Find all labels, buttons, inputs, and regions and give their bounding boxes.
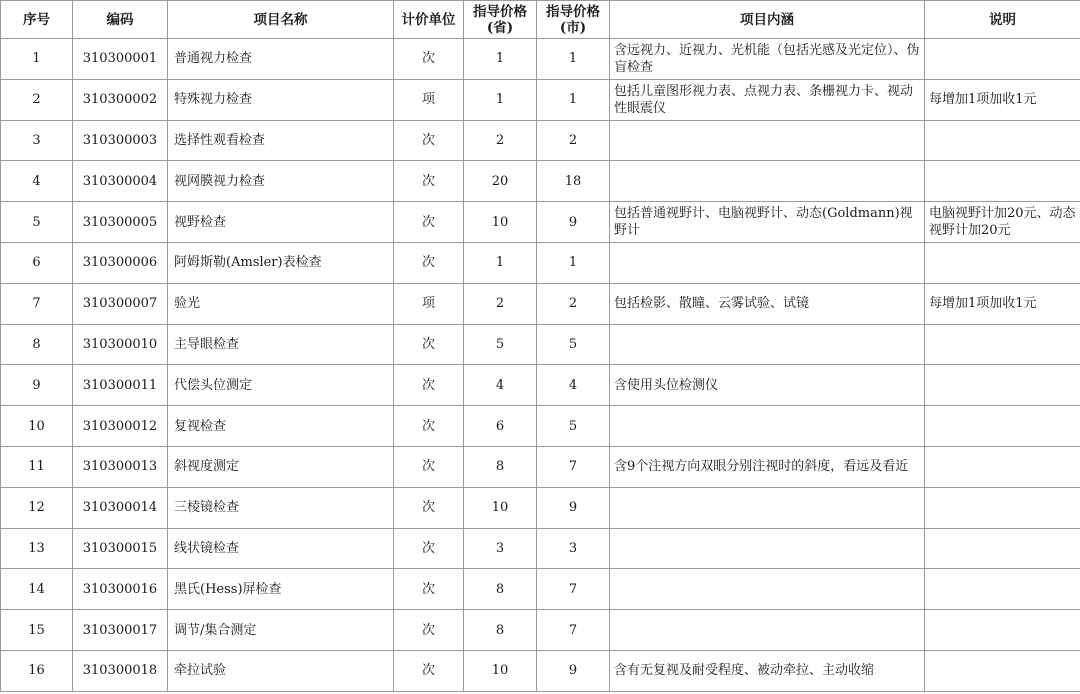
table-row (1, 324, 1080, 365)
cell-code: 310300002 (73, 79, 168, 120)
cell-name: 复视检查 (168, 406, 394, 447)
cell-name: 牵拉试验 (168, 650, 394, 691)
header-name: 项目名称 (168, 1, 394, 39)
table-row (1, 650, 1080, 691)
cell-note (925, 610, 1080, 651)
cell-note (925, 161, 1080, 202)
cell-code: 310300013 (73, 446, 168, 487)
cell-name: 普通视力检查 (168, 39, 394, 80)
cell-unit: 项 (394, 283, 464, 324)
cell-name: 线状镜检查 (168, 528, 394, 569)
cell-note: 每增加1项加收1元 (925, 79, 1080, 120)
cell-unit: 次 (394, 202, 464, 243)
cell-seq: 7 (1, 283, 73, 324)
cell-price-prov: 10 (464, 487, 537, 528)
cell-price-prov: 5 (464, 324, 537, 365)
cell-seq: 5 (1, 202, 73, 243)
cell-name: 调节/集合测定 (168, 610, 394, 651)
cell-price-city: 1 (537, 39, 610, 80)
cell-price-city: 2 (537, 120, 610, 161)
cell-price-city: 2 (537, 283, 610, 324)
cell-unit: 次 (394, 610, 464, 651)
cell-content: 包括检影、散瞳、云雾试验、试镜 (610, 283, 925, 324)
cell-note (925, 446, 1080, 487)
cell-price-prov: 20 (464, 161, 537, 202)
cell-note: 每增加1项加收1元 (925, 283, 1080, 324)
header-price-prov-line1: 指导价格 (473, 3, 527, 20)
cell-unit: 次 (394, 365, 464, 406)
table-row (1, 446, 1080, 487)
cell-unit: 次 (394, 446, 464, 487)
cell-note (925, 120, 1080, 161)
cell-code: 310300014 (73, 487, 168, 528)
table-row (1, 365, 1080, 406)
cell-note (925, 569, 1080, 610)
cell-code: 310300011 (73, 365, 168, 406)
cell-code: 310300001 (73, 39, 168, 80)
cell-content: 含9个注视方向双眼分别注视时的斜度，看远及看近 (610, 446, 925, 487)
cell-code: 310300015 (73, 528, 168, 569)
cell-price-prov: 1 (464, 242, 537, 283)
cell-unit: 次 (394, 528, 464, 569)
cell-seq: 14 (1, 569, 73, 610)
cell-seq: 15 (1, 610, 73, 651)
cell-code: 310300017 (73, 610, 168, 651)
table-row (1, 79, 1080, 120)
cell-price-prov: 6 (464, 406, 537, 447)
cell-price-prov: 3 (464, 528, 537, 569)
header-price-prov-line2: (省) (486, 19, 514, 36)
cell-note (925, 487, 1080, 528)
cell-unit: 次 (394, 650, 464, 691)
cell-unit: 次 (394, 39, 464, 80)
cell-seq: 10 (1, 406, 73, 447)
header-price-city (537, 1, 610, 39)
cell-content (610, 120, 925, 161)
table-row (1, 406, 1080, 447)
cell-note (925, 406, 1080, 447)
cell-name: 视网膜视力检查 (168, 161, 394, 202)
table-row (1, 202, 1080, 243)
cell-price-prov: 8 (464, 446, 537, 487)
cell-price-city: 9 (537, 650, 610, 691)
cell-seq: 4 (1, 161, 73, 202)
cell-seq: 9 (1, 365, 73, 406)
cell-price-prov: 10 (464, 650, 537, 691)
cell-content (610, 569, 925, 610)
cell-unit: 次 (394, 569, 464, 610)
table-row (1, 610, 1080, 651)
cell-unit: 次 (394, 161, 464, 202)
cell-seq: 11 (1, 446, 73, 487)
cell-name: 视野检查 (168, 202, 394, 243)
table-row (1, 242, 1080, 283)
cell-note (925, 650, 1080, 691)
cell-seq: 6 (1, 242, 73, 283)
cell-code: 310300003 (73, 120, 168, 161)
cell-name: 特殊视力检查 (168, 79, 394, 120)
cell-name: 选择性观看检查 (168, 120, 394, 161)
cell-unit: 项 (394, 79, 464, 120)
cell-price-city: 9 (537, 202, 610, 243)
cell-price-city: 1 (537, 79, 610, 120)
cell-content (610, 487, 925, 528)
cell-seq: 3 (1, 120, 73, 161)
cell-name: 代偿头位测定 (168, 365, 394, 406)
cell-price-city: 18 (537, 161, 610, 202)
cell-unit: 次 (394, 120, 464, 161)
cell-price-prov: 2 (464, 120, 537, 161)
cell-name: 验光 (168, 283, 394, 324)
table-row (1, 120, 1080, 161)
cell-code: 310300004 (73, 161, 168, 202)
table-row (1, 161, 1080, 202)
cell-price-city: 5 (537, 406, 610, 447)
cell-price-city: 1 (537, 242, 610, 283)
table-row (1, 487, 1080, 528)
cell-price-prov: 8 (464, 610, 537, 651)
cell-code: 310300005 (73, 202, 168, 243)
cell-price-city: 7 (537, 446, 610, 487)
cell-name: 黑氏(Hess)屏检查 (168, 569, 394, 610)
cell-content (610, 528, 925, 569)
cell-price-city: 7 (537, 569, 610, 610)
table-row (1, 528, 1080, 569)
cell-price-prov: 2 (464, 283, 537, 324)
cell-note: 电脑视野计加20元、动态视野计加20元 (925, 202, 1080, 243)
cell-code: 310300010 (73, 324, 168, 365)
header-content: 项目内涵 (610, 1, 925, 39)
cell-seq: 2 (1, 79, 73, 120)
cell-unit: 次 (394, 487, 464, 528)
cell-content (610, 406, 925, 447)
cell-seq: 1 (1, 39, 73, 80)
cell-price-prov: 8 (464, 569, 537, 610)
header-price-city-line2: (市) (559, 19, 587, 36)
cell-note (925, 365, 1080, 406)
cell-unit: 次 (394, 242, 464, 283)
cell-price-city: 9 (537, 487, 610, 528)
cell-content: 包括普通视野计、电脑视野计、动态(Goldmann)视野计 (610, 202, 925, 243)
header-price-city-line1: 指导价格 (546, 3, 600, 20)
cell-seq: 16 (1, 650, 73, 691)
header-note: 说明 (925, 1, 1080, 39)
header-row (1, 1, 1080, 39)
cell-note (925, 242, 1080, 283)
cell-name: 斜视度测定 (168, 446, 394, 487)
cell-code: 310300012 (73, 406, 168, 447)
cell-unit: 次 (394, 324, 464, 365)
cell-note (925, 39, 1080, 80)
cell-seq: 12 (1, 487, 73, 528)
cell-seq: 8 (1, 324, 73, 365)
cell-content (610, 324, 925, 365)
header-code: 编码 (73, 1, 168, 39)
cell-content: 含有无复视及耐受程度、被动牵拉、主动收缩 (610, 650, 925, 691)
cell-price-city: 3 (537, 528, 610, 569)
table-row (1, 39, 1080, 80)
cell-content: 含使用头位检测仪 (610, 365, 925, 406)
cell-content (610, 610, 925, 651)
cell-name: 主导眼检查 (168, 324, 394, 365)
table-row (1, 283, 1080, 324)
cell-price-city: 4 (537, 365, 610, 406)
cell-price-prov: 1 (464, 79, 537, 120)
cell-note (925, 528, 1080, 569)
cell-price-prov: 10 (464, 202, 537, 243)
cell-name: 阿姆斯勒(Amsler)表检查 (168, 242, 394, 283)
cell-content: 含远视力、近视力、光机能（包括光感及光定位）、伪盲检查 (610, 39, 925, 80)
cell-code: 310300006 (73, 242, 168, 283)
cell-price-prov: 1 (464, 39, 537, 80)
cell-price-city: 5 (537, 324, 610, 365)
table-row (1, 569, 1080, 610)
cell-content (610, 242, 925, 283)
cell-unit: 次 (394, 406, 464, 447)
header-price-prov (464, 1, 537, 39)
cell-name: 三棱镜检查 (168, 487, 394, 528)
header-unit: 计价单位 (394, 1, 464, 39)
cell-content: 包括儿童图形视力表、点视力表、条栅视力卡、视动性眼震仪 (610, 79, 925, 120)
cell-price-prov: 4 (464, 365, 537, 406)
cell-note (925, 324, 1080, 365)
cell-seq: 13 (1, 528, 73, 569)
header-seq: 序号 (1, 1, 73, 39)
cell-price-city: 7 (537, 610, 610, 651)
cell-content (610, 161, 925, 202)
cell-code: 310300016 (73, 569, 168, 610)
cell-code: 310300018 (73, 650, 168, 691)
cell-code: 310300007 (73, 283, 168, 324)
